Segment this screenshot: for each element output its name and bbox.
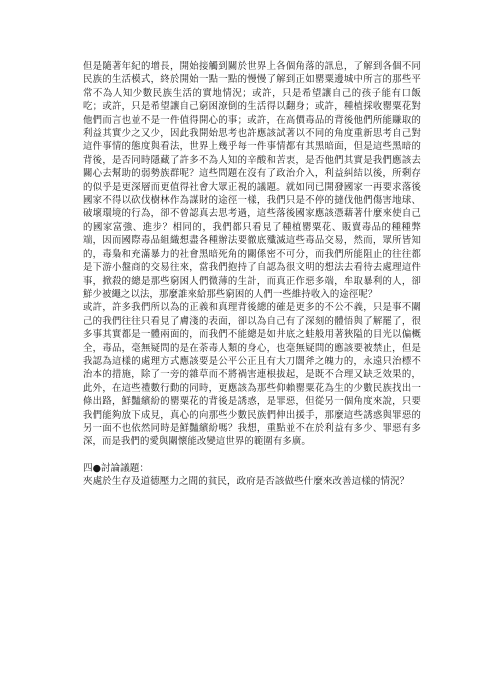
body-paragraph-1: 但是隨著年紀的增長，開始接觸到關於世界上各個角落的訊息，了解到各個不同民族的生活模式，終於開始一點一點的慢慢了解到正如罌粟邊城中所言的那些平常不為人知少數民族生活的實地情況；或許，只是希望讓自己的孩子能有口飯吃；或許，只是希望讓自己窮困潦倒的生活得以翻身；或許，種植採收罌粟花對他們而言也並不是一件值得開心的事；或許，在高價毒品的背後他們所能賺取的利益其實少之又少，因此我開始思考也許應該試著以不同的角度重新思考自己對這件事情的態度與看法，世界上幾乎每一件事情都有其黑暗面，但是這些黑暗的背後，是否同時隱藏了許多不為人知的辛酸和苦衷，是否他們其實是我們應該去關心去幫助的弱勢族群呢？這些問題在沒有了政治介入，利益糾結以後，所剩存的似乎是更深層而更值得社會大眾正視的議題。就如同已開發國家一再要求落後國家不得以砍伐樹林作為謀財的途徑一樣，我們只是不停的撻伐他們傷害地球、破壞環境的行為，卻不曾認真去思考過，這些落後國家應該憑藉著什麼來使自己的國家富強、進步？相同的，我們都只看見了種植罌粟花、販賣毒品的種種弊端，因而國際毒品組織想盡各種辦法要徹底殲滅這些毒品交易，然而，眾所皆知的，毒梟和充滿暴力的社會黑暗死角的關係密不可分，而我們所能阻止的往往都是下游小盤商的交易往來，當我們抱持了自認為很文明的想法去看待去處理這件事，掀殺的總是那些窮困人們微薄的生計，而真正作惡多端，牟取暴利的人，卻鮮少被繩之以法，那麼誰來給那些窮困的人們一些維持收入的途徑呢？ [83,61,421,300]
paragraph-spacer [83,449,421,462]
body-paragraph-2: 或許，許多我們所以為的正義和真理背後總的確是更多的不公不義，只是事不關己的我們往往只看見了膚淺的表面，卻以為自己有了深刻的體悟與了解罷了，很多事其實都是一體兩面的，而我們不能總是如井底之蛙般用著狹隘的目光以偏概全，毒品，毫無疑問的是在荼毒人類的身心，也毫無疑問的應該要被禁止，但是我認為這樣的處理方式應該要是公平公正且有大刀闊斧之魄力的，永遠只治標不治本的措施，除了一旁的雜草而不將禍害連根拔起，是既不合理又缺乏效果的，此外，在這些禮數行動的同時，更應該為那些仰賴罌粟花為生的少數民族找出一條出路，鮮豔繽紛的罌粟花的背後是誘惑，是罪惡，但從另一個角度來說，只要我們能夠放下成見，真心的向那些少數民族們伸出援手，那麼這些誘惑與罪惡的另一面不也依然同時是鮮豔繽紛嗎？我想，重點並不在於利益有多少、罪惡有多深，而是我們的愛與關懷能改變這世界的範圍有多廣。 [83,302,421,448]
discussion-question: 夾處於生存及道德壓力之間的貧民，政府是否該做些什麼來改善這樣的情況？ [83,476,410,488]
section-heading: 四●討論議題： [83,462,149,474]
